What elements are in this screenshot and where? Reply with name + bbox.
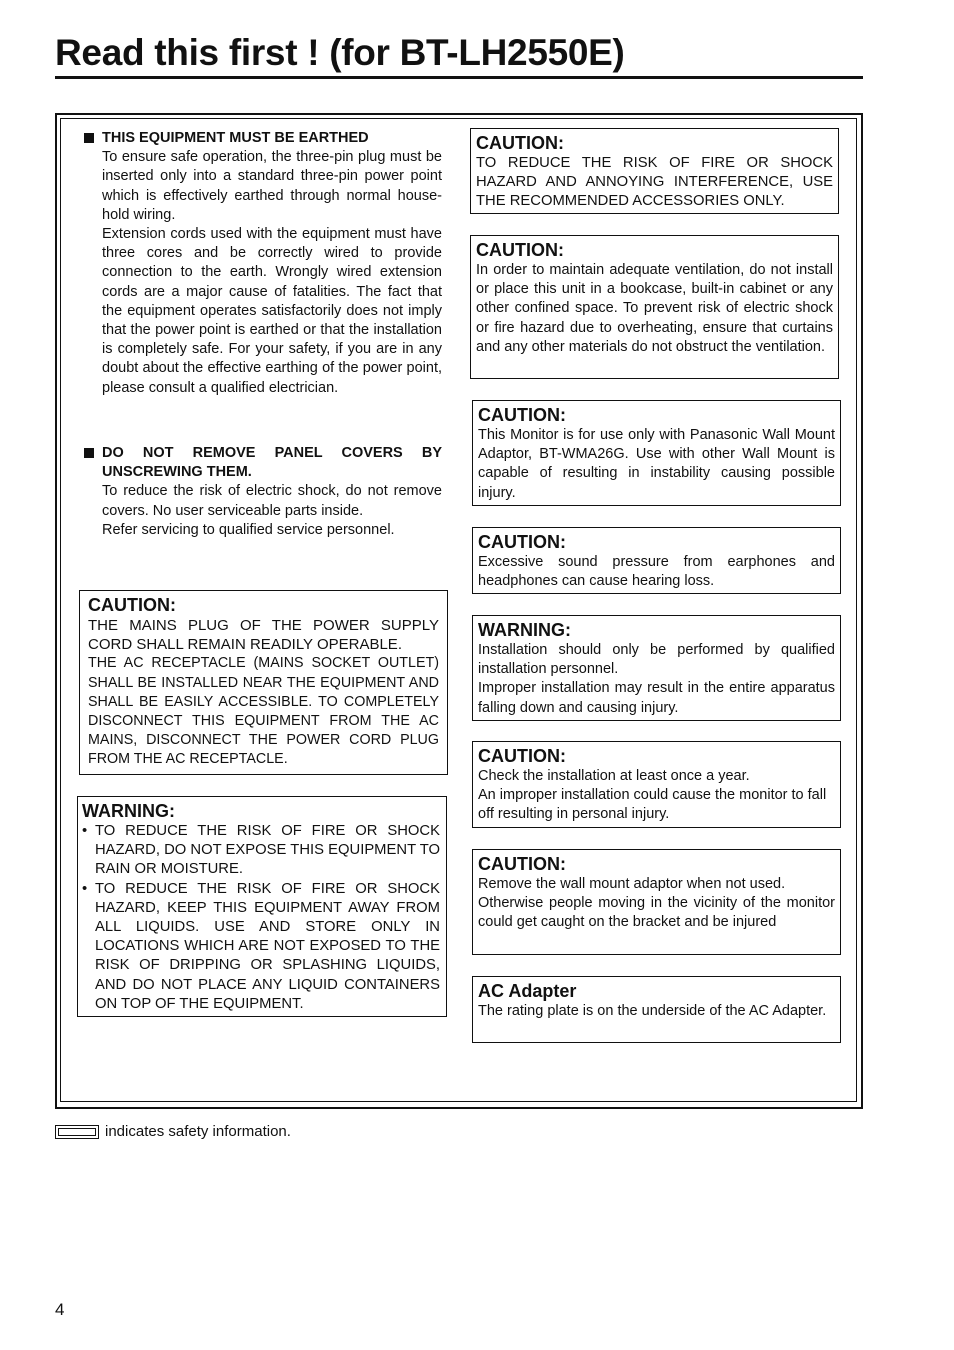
caution-yearly-heading: CAUTION:	[478, 746, 566, 766]
caution-adaptor-text-2: Otherwise people moving in the vicinity of the monitor could get caught on the bracket and be injured	[478, 895, 835, 931]
caution-yearly-text-1: Check the installation at least once a year.	[478, 768, 750, 784]
caution-accessories-heading: CAUTION:	[476, 133, 564, 153]
caution-mains-paragraph-1: THE MAINS PLUG OF THE POWER SUPPLY CORD SHALL REMAIN READILY OPERABLE.	[88, 617, 439, 654]
earthed-heading	[82, 129, 442, 148]
warning-installation-text-1: Installation should only be performed by qualified installation personnel.	[478, 642, 835, 678]
warning-rain-heading: WARNING:	[82, 801, 175, 821]
warning-rain-box	[77, 796, 447, 1017]
earthed-paragraph-2: Extension cords used with the equipment must have three cores and be correctly wired to provide connection to the earth. Wrongly wired extension cords are a major cause of fatalities. The fact that the equipment operates satisfactorily does not imply that the power point is earthed or that the installation is completely safe. For your safety, if you are in any doubt about the effective earthing of the power point, please consult a qualified electrician.	[102, 226, 442, 396]
covers-heading	[82, 444, 442, 482]
caution-sound-text: Excessive sound pressure from earphones and headphones can cause hearing loss.	[478, 554, 835, 590]
square-bullet-icon	[84, 448, 94, 458]
caution-accessories-box	[470, 128, 839, 214]
legend-text: indicates safety information.	[105, 1123, 291, 1140]
covers-paragraph-2: Refer servicing to qualified service personnel.	[102, 521, 395, 538]
caution-ventilation-box	[470, 235, 839, 379]
caution-adaptor-text-1: Remove the wall mount adaptor when not used.	[478, 876, 786, 892]
ac-adapter-box	[472, 976, 841, 1043]
caution-accessories-text: TO REDUCE THE RISK OF FIRE OR SHOCK HAZARD AND ANNOYING INTERFERENCE, USE THE RECOMMENDED ACCESSORIES ONLY.	[476, 155, 833, 210]
square-bullet-icon	[84, 133, 94, 143]
caution-yearly-box	[472, 741, 841, 828]
caution-wall-mount-text: This Monitor is for use only with Panasonic Wall Mount Adaptor, BT-WMA26G. Use with other Wall Mount is capable of resulting in instability causing possible injury.	[478, 427, 835, 501]
caution-mains-box	[79, 590, 448, 775]
caution-mains-heading: CAUTION:	[88, 595, 176, 615]
earthed-heading-text: THIS EQUIPMENT MUST BE EARTHED	[102, 130, 369, 146]
caution-sound-heading: CAUTION:	[478, 532, 566, 552]
caution-adaptor-heading: CAUTION:	[478, 854, 566, 874]
caution-wall-mount-heading: CAUTION:	[478, 405, 566, 425]
caution-ventilation-text: In order to maintain adequate ventilation, do not install or place this unit in a bookcase, built-in cabinet or any other confined space. To prevent risk of electric shock or fire hazard due to overheating, ensure that curtains and any other materials do not obstruct the ventilation.	[476, 262, 833, 355]
warning-rain-bullet-1: • TO REDUCE THE RISK OF FIRE OR SHOCK HAZARD, DO NOT EXPOSE THIS EQUIPMENT TO RAIN OR MOISTURE.	[82, 822, 440, 880]
warning-installation-text-2: Improper installation may result in the entire apparatus falling down and causing injury.	[478, 680, 835, 716]
earthed-section	[82, 129, 442, 398]
warning-installation-heading: WARNING:	[478, 620, 571, 640]
caution-adaptor-box	[472, 849, 841, 955]
caution-wall-mount-box	[472, 400, 841, 506]
ac-adapter-heading: AC Adapter	[478, 981, 577, 1001]
caution-yearly-text-2: An improper installation could cause the monitor to fall off resulting in personal injury.	[478, 787, 827, 823]
caution-mains-paragraph-2: THE AC RECEPTACLE (MAINS SOCKET OUTLET) SHALL BE INSTALLED NEAR THE EQUIPMENT AND SHALL BE EASILY ACCESSIBLE. TO COMPLETELY DISCONNECT THIS EQUIPMENT FROM THE AC MAINS, DISCONNECT THE POWER CORD PLUG FROM THE AC RECEPTACLE.	[88, 655, 439, 768]
page-number: 4	[55, 1300, 65, 1319]
warning-installation-box	[472, 615, 841, 721]
caution-sound-box	[472, 527, 841, 594]
warning-rain-bullet-2: • TO REDUCE THE RISK OF FIRE OR SHOCK HAZARD, KEEP THIS EQUIPMENT AWAY FROM ALL LIQUIDS. USE AND STORE ONLY IN LOCATIONS WHICH ARE NOT EXPOSED TO THE RISK OF DRIPPING OR SPLASHING LIQUIDS, AND DO NOT PLACE ANY LIQUID CONTAINERS ON TOP OF THE EQUIPMENT.	[82, 880, 440, 1014]
safety-legend	[55, 1122, 291, 1142]
caution-ventilation-heading: CAUTION:	[476, 240, 564, 260]
covers-section	[82, 444, 442, 540]
safety-frame-symbol-icon	[55, 1125, 99, 1139]
covers-paragraph-1: To reduce the risk of electric shock, do not remove covers. No user serviceable parts inside.	[102, 483, 442, 519]
covers-heading-text: DO NOT REMOVE PANEL COVERS BY UNSCREWING THEM.	[102, 445, 442, 481]
ac-adapter-text: The rating plate is on the underside of the AC Adapter.	[478, 1003, 827, 1019]
page-title: Read this first ! (for BT-LH2550E)	[55, 30, 863, 79]
earthed-paragraph-1: To ensure safe operation, the three-pin plug must be inserted only into a standard three-pin power point which is effectively earthed through normal house-hold wiring.	[102, 149, 442, 223]
